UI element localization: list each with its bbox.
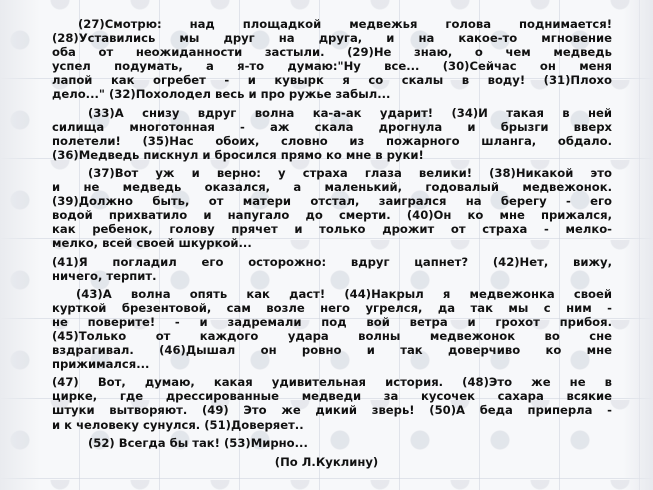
paragraph-37-40 (52, 166, 612, 251)
text-line: (45)Только от каждого удара волны медвежонок во сне (52, 328, 612, 343)
text-line: (28)Уставились мы друг на друга, и на какое-то мгновение (52, 31, 612, 46)
text-line: вздрагивал. (46)Дышал он ровно и так доверчиво ко мне (52, 343, 612, 358)
text-line: лапой как огребет - и кувырк я со скалы в воду! (31)Плохо (52, 73, 612, 88)
text-line: (27)Смотрю: над площадкой медвежья голова поднимается! (78, 17, 612, 31)
text-line: оба от неожиданности застыли. (29)Не знаю, о чем медведь (52, 45, 612, 60)
text-line: успел подумать, а я-то думаю:"Ну все... (30)Сейчас он меня (52, 59, 612, 74)
text-line: (52) Всегда бы так! (53)Мирно... (88, 435, 308, 450)
text-line: и не медведь оказался, а маленький, годовалый медвежонок. (52, 180, 612, 195)
text-line: (41)Я погладил его осторожно: вдруг цапнет? (42)Нет, вижу, (52, 254, 612, 269)
paragraph-27-32 (52, 17, 612, 102)
text-line: силища многотонная - аж скала дрогнула и брызги вверх (52, 119, 612, 134)
text-line: (37)Вот уж и верно: у страха глаза велики! (38)Никакой это (88, 165, 612, 180)
text-line: полетели! (35)Нас обоих, словно из пожарного шланга, обдало. (52, 133, 612, 148)
text-line: ничего, терпит. (52, 268, 157, 283)
text-line: и к человеку сунулся. (51)Доверяет.. (52, 417, 304, 432)
text-line: не поверите! - и задремали под вой ветра и грохот прибоя. (52, 314, 612, 329)
text-line: курткой брезентовой, сам возле него угрелся, да так мы с ним - (52, 300, 612, 315)
text-line: цирке, где дрессированные медведи за кусочек сахара всякие (52, 389, 612, 404)
right-edge-shade (623, 0, 653, 490)
text-line: водой прихватило и напугало до смерти. (40)Он ко мне прижался, (52, 208, 612, 223)
left-edge-shade (0, 0, 40, 490)
text-line: (33)А снизу вдруг волна ка-а-ак ударит! (34)И такая в ней (88, 105, 612, 120)
text-line: (47) Вот, думаю, какая удивительная история. (48)Это же не в (52, 375, 612, 390)
paragraph-47-51 (52, 375, 612, 431)
text-line: дело..." (32)Похолодел весь и про ружье забыл... (52, 87, 391, 102)
text-line: (43)А волна опять как даст! (44)Накрыл я медвежонка своей (76, 286, 612, 301)
story-text (52, 17, 612, 454)
text-line: штуки вытворяют. (49) Это же дикий зверь! (50)А беда приперла - (52, 403, 612, 418)
paragraph-52-53 (52, 436, 612, 450)
text-line: (39)Должно быть, от матери отстал, заигрался на берегу - его (52, 194, 612, 209)
source-attribution: (По Л.Куклину) (274, 455, 379, 469)
text-line: прижимался... (52, 357, 150, 372)
paragraph-43-46 (52, 287, 612, 372)
text-line: (36)Медведь пискнул и бросился прямо ко мне в руки! (52, 147, 424, 162)
paragraph-33-36 (52, 106, 612, 162)
text-line: мелко, всей своей шкуркой... (52, 236, 252, 251)
text-line: как ребенок, голову прячет и только дрожит от страха - мелко- (52, 222, 612, 237)
paragraph-41-42 (52, 255, 612, 283)
